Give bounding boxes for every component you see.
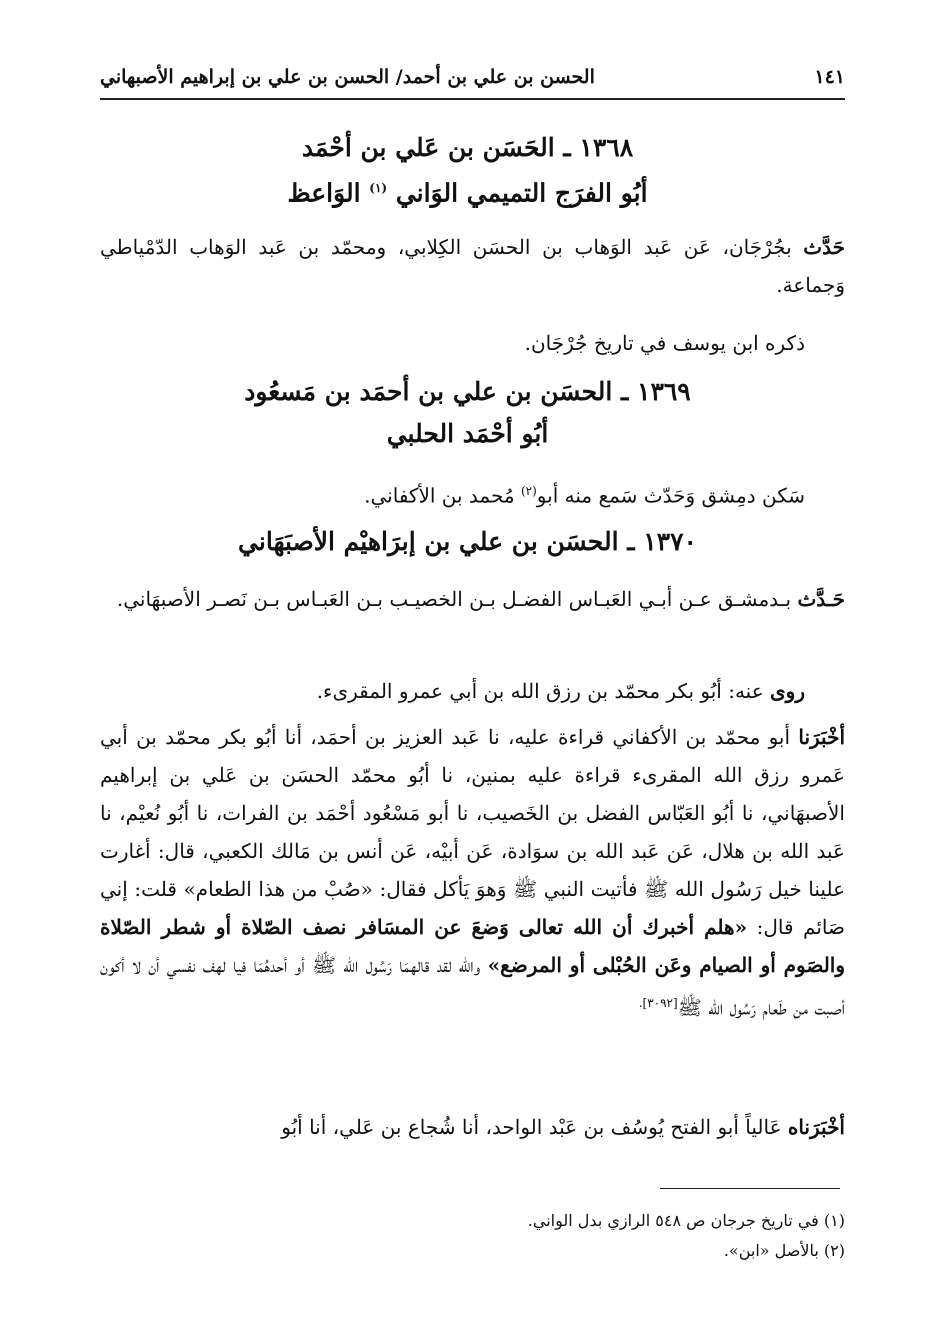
entry-1368-title: الوَاعظ: [287, 178, 361, 208]
riwaya-text: عنه: أبُو بكر محمّد بن رزق الله بن أبي عمرو المقرىء.: [316, 679, 764, 703]
entry-1369-text-a: سَكن دمِشق وَحَدّث سَمع منه أبو: [536, 483, 805, 508]
footnote-2: [100, 1238, 845, 1264]
entry-1370-riwaya: [100, 672, 845, 710]
entry-1370-text-1: بـدمشـق عـن أبـي العَبـاس الفضـل بـن الخصيـب بـن العَبـاس بـن نَصـر الأصبهَاني.: [116, 587, 792, 611]
hadith-reference: [٣٠٩٢].: [638, 996, 678, 1010]
isnad-lead: أخْبَرَنا: [798, 725, 846, 749]
page-number: ١٤١: [814, 66, 845, 88]
entry-1370-heading: ١٣٧٠ ـ الحسَن بن علي بن إبرَاهيْم الأصبَهَاني: [238, 527, 697, 556]
footnote-1-text: في تاريخ جرجان ص ٥٤٨ الرازي بدل الواني.: [527, 1211, 819, 1230]
entry-1368-lead: حَدَّث: [803, 235, 845, 259]
last-text: عَالياً أبو الفتح يُوسُف بن عَبْد الواحد، أنا شُجاع بن عَلي، أنا أبُو: [281, 1115, 782, 1139]
footnote-ref-2: (٢): [520, 484, 537, 498]
isnad-end: والله لقد قالهمَا رَسُول الله ﷺ أو أحدهُمَا فيا لهف نفسي أن لا أكون أصبت من طَعام رَسُول الله ﷺ: [100, 953, 845, 1020]
entry-1368-heading-line2: [90, 168, 845, 213]
entry-1368-kunya: أبُو الفرَج التميمي الوَاني: [395, 178, 648, 208]
last-lead: أخْبَرَناه: [787, 1115, 845, 1139]
running-head: [100, 60, 845, 94]
footnote-1-number: (١): [823, 1211, 845, 1230]
entry-1370-lead-1: حَـدَّث: [797, 587, 845, 611]
isnad-text: أبو محمّد بن الأكفاني قراءة عليه، نا عَبد العزيز بن أحمَد، أنا أبُو بكر محمّد بن أبي عَمرو رزق الله المقرىء قراءة عليه بمنين، نا أبُو محمّد الحسَن بن عَلي بن إبراهيم الأصبهَاني، نا أبُو العَبّاس الفضل بن الخَصيب، نا أبو مَسْعُود أحْمَد بن الفرات، نا أبُو نُعيْم، نا عَبد الله بن هلال، عَن عَبد الله بن سوَادة، عَن أبيْه، عَن أنس بن مَالك الكعبي، قال: أغارت علينا خيل رَسُول الله ﷺ فأتيت النبي ﷺ وَهوَ يَأكل فقال: «صُبْ من هذا الطعام» قلت: إني صَائم قال:: [100, 725, 846, 939]
entry-1369-text-b: مُحمد بن الأكفاني.: [364, 483, 515, 508]
entry-1368-heading-line1: ١٣٦٨ ـ الحَسَن بن عَلي بن أحْمَد: [301, 133, 634, 162]
running-head-title: الحسن بن علي بن أحمد/ الحسن بن علي بن إبراهيم الأصبهاني: [100, 66, 595, 88]
footnote-1: [100, 1208, 845, 1234]
riwaya-lead: روى: [770, 679, 805, 703]
footnote-2-number: (٢): [823, 1241, 845, 1260]
entry-1370-isnad: [100, 718, 845, 1027]
header-rule: [100, 98, 845, 100]
entry-1368-text: بجُرْجَان، عَن عَبد الوَهاب بن الحسَن الكِلابي، ومحمّد بن عَبد الوَهاب الدّمْياطي وَجماعة.: [100, 235, 845, 297]
hadith-text: «هلم أخبرك أن الله تعالى وَضعَ عن المسَافر نصف الصّلاة أو شطر الصّلاة والصَوم أو الصيام وعَن الحُبْلى أو المرضع»: [100, 915, 846, 977]
entry-1369-heading-line2: أبُو أحْمَد الحلبي: [386, 419, 549, 448]
footnote-ref-1: (١): [369, 181, 388, 195]
entry-1370-last-paragraph: [100, 1108, 845, 1146]
entry-1368-paragraph: [100, 228, 845, 304]
entry-1369-paragraph: [100, 472, 845, 515]
entry-1369-heading-line1: ١٣٦٩ ـ الحسَن بن علي بن أحمَد بن مَسعُود: [244, 377, 691, 406]
footnote-rule: [660, 1188, 840, 1189]
entry-1368-note: ذكره ابن يوسف في تاريخ جُرْجَان.: [524, 331, 805, 355]
entry-1370-paragraph-1: [100, 580, 845, 618]
footnote-2-text: بالأصل «ابن».: [723, 1241, 819, 1260]
